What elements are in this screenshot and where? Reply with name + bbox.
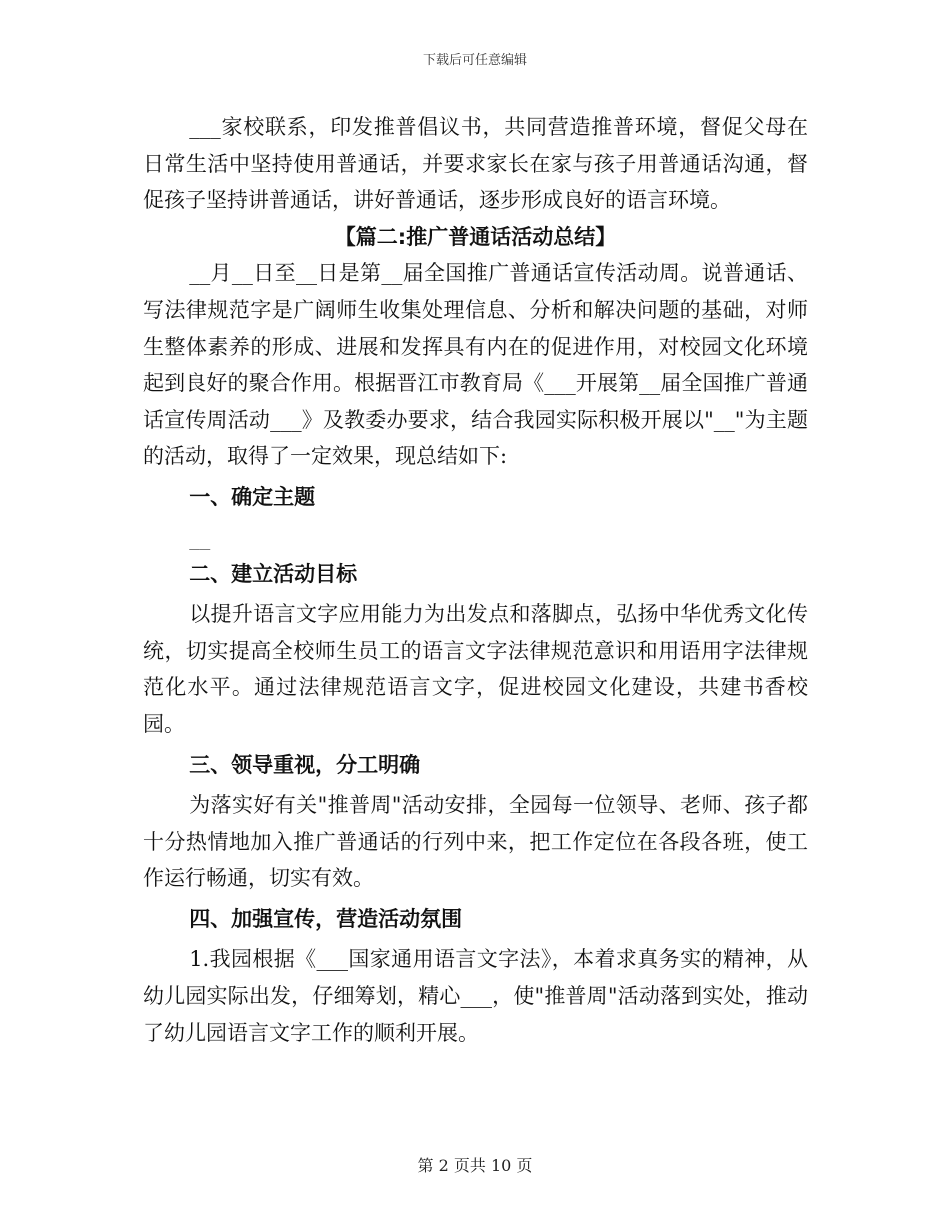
heading-determine-theme: 一、确定主题 bbox=[189, 484, 316, 509]
page-footer: 第 2 页共 10 页 bbox=[417, 1156, 533, 1175]
heading-leadership: 三、领导重视，分工明确 bbox=[189, 752, 421, 777]
document-body bbox=[143, 109, 808, 1051]
theme-blank: __ bbox=[189, 525, 211, 550]
section-title: 【篇二:推广普通话活动总结】 bbox=[334, 224, 617, 249]
page-header: 下载后可任意编辑 bbox=[422, 53, 527, 68]
paragraph-goals: 以提升语言文字应用能力为出发点和落脚点，弘扬中华优秀文化传统，切实提高全校师生员工的语言文字法律规范意识和用语用字法律规范化水平。通过法律规范语言文字，促进校园文化建设，共建书香校园。 bbox=[143, 602, 808, 736]
heading-activity-goals: 二、建立活动目标 bbox=[189, 561, 358, 586]
heading-publicity: 四、加强宣传，营造活动氛围 bbox=[189, 906, 463, 931]
paragraph-leadership: 为落实好有关"推普周"活动安排，全园每一位领导、老师、孩子都十分热情地加入推广普通话的行列中来，把工作定位在各段各班，使工作运行畅通，切实有效。 bbox=[143, 793, 808, 891]
paragraph-publicity: 1.我园根据《___国家通用语言文字法》，本着求真务实的精神，从幼儿园实际出发，仔细筹划，精心___，使"推普周"活动落到实处，推动了幼儿园语言文字工作的顺利开展。 bbox=[143, 947, 808, 1045]
paragraph-home-school-contact: ___家校联系，印发推普倡议书，共同营造推普环境，督促父母在日常生活中坚持使用普通话，并要求家长在家与孩子用普通话沟通，督促孩子坚持讲普通话，讲好普通话，逐步形成良好的语言环境。 bbox=[143, 115, 808, 213]
paragraph-intro: __月__日至__日是第__届全国推广普通话宣传活动周。说普通话、写法律规范字是广阔师生收集处理信息、分析和解决问题的基础，对师生整体素养的形成、进展和发挥具有内在的促进作用，对校园文化环境起到良好的聚合作用。根据晋江市教育局《___开展第__届全国推广普通话宣传周活动___》及教委办要求，结合我园实际积极开展以"__"为主题的活动，取得了一定效果，现总结如下: bbox=[143, 261, 808, 469]
